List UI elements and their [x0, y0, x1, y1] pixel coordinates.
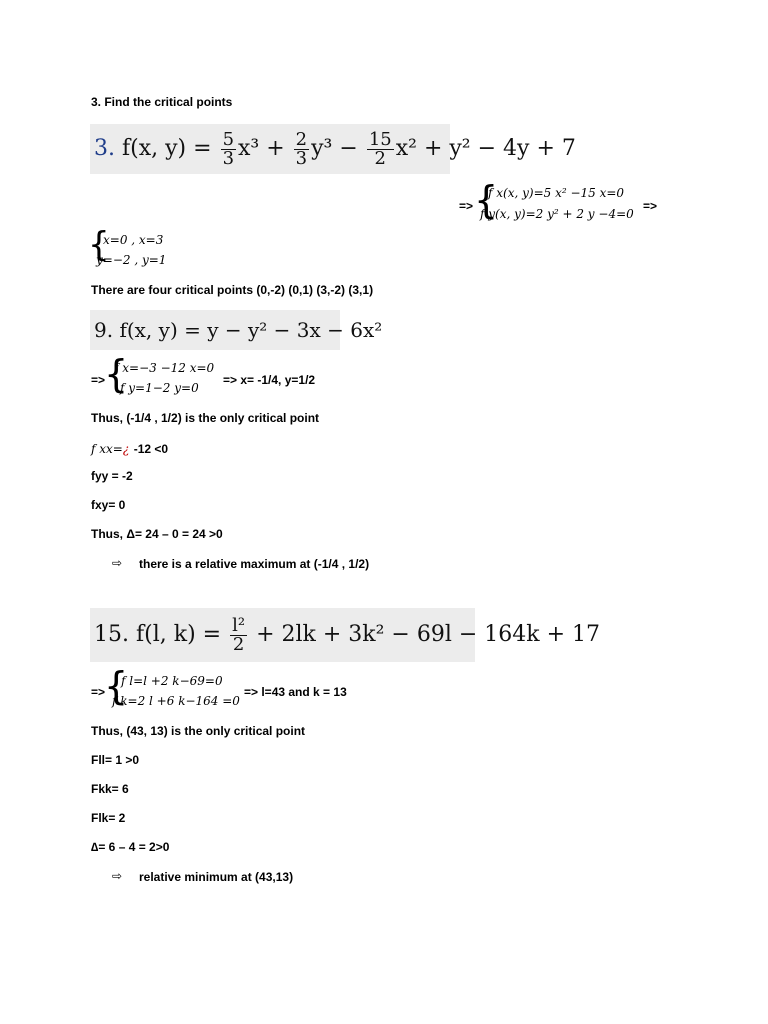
problem-15-only-point: Thus, (43, 13) is the only critical point [91, 724, 306, 738]
problem-15-lhs: f(l, k) = [136, 622, 222, 647]
problem-3-number: 3. [94, 136, 115, 161]
problem-9-conclusion: there is a relative maximum at (-1/4 , 1/2) [139, 557, 370, 571]
problem-15-number: 15. [94, 622, 129, 647]
arrow-bullet-icon: ⇨ [112, 556, 123, 570]
problem-9-result: => x= -1/4, y=1/2 [223, 373, 316, 387]
problem-3-formula [90, 124, 576, 174]
problem-9-arrow: => [91, 373, 106, 387]
problem-3-solution-brace: { [88, 225, 110, 265]
problem-9-brace: { [104, 352, 129, 396]
problem-15-fll: Fll= 1 >0 [91, 753, 140, 767]
problem-3-arrow-left: => [459, 199, 474, 213]
problem-3-x-solutions: x=0 , x=3 [103, 233, 164, 247]
arrow-bullet-icon: ⇨ [112, 869, 123, 883]
problem-15-delta: ∆= 6 – 4 = 2>0 [91, 840, 170, 854]
problem-3-lhs: f(x, y) = [122, 136, 212, 161]
problem-3-brace: { [474, 178, 499, 222]
term-x3: x³ + [238, 136, 285, 161]
problem-15-formula [90, 608, 601, 662]
problem-15-fkk: Fkk= 6 [91, 782, 129, 796]
term-y3: y³ − [311, 136, 358, 161]
problem-9-formula: 9. f(x, y) = y − y² − 3x − 6x² [90, 310, 340, 350]
problem-15-conclusion: relative minimum at (43,13) [139, 870, 294, 884]
problem-9-fy-equation: f y=1−2 y=0 [120, 381, 199, 395]
fraction-5-3: $\frac{5}{3}$ [222, 128, 235, 169]
problem-15-brace: { [104, 664, 129, 708]
problem-3-y-solutions: y=−2 , y=1 [96, 253, 167, 267]
fxx-value: -12 <0 [133, 442, 169, 456]
problem-15-result: => l=43 and k = 13 [244, 685, 347, 699]
problem-15-fl-equation: f l=l +2 k−69=0 [121, 674, 223, 688]
problem-9-fxx [91, 440, 168, 458]
fraction-l2-2: $\frac{\text{l²}}{2}$ [232, 614, 246, 655]
problem-3-fx-equation: f x(x, y)=5 x² −15 x=0 [488, 186, 625, 200]
problem-9-fyy: fyy = -2 [91, 469, 133, 483]
term-rest: x² + y² − 4y + 7 [395, 136, 576, 161]
fxx-label: f xx= [91, 442, 123, 456]
problem-15-flk: Flk= 2 [91, 811, 126, 825]
problem-heading: 3. Find the critical points [91, 95, 233, 109]
problem-15-fk-equation: f k=2 l +6 k−164 =0 [112, 694, 240, 708]
fraction-15-2: $\frac{15}{2}$ [368, 128, 392, 169]
problem-3-fy-equation: f y(x, y)=2 y² + 2 y −4=0 [480, 207, 634, 221]
fraction-2-3: $\frac{2}{3}$ [295, 128, 308, 169]
problem-15-rest: + 2lk + 3k² − 69l − 164k + 17 [256, 622, 601, 647]
problem-9-fxy: fxy= 0 [91, 498, 126, 512]
fxx-glyph: ¿ [122, 442, 130, 456]
problem-15-arrow: => [91, 685, 106, 699]
problem-3-conclusion: There are four critical points (0,-2) (0,1) (3,-2) (3,1) [91, 283, 374, 297]
problem-3-arrow-right: => [643, 199, 658, 213]
problem-9-delta: Thus, Δ= 24 – 0 = 24 >0 [91, 527, 223, 541]
problem-9-only-point: Thus, (-1/4 , 1/2) is the only critical point [91, 411, 320, 425]
problem-9-fx-equation: f x=−3 −12 x=0 [114, 361, 215, 375]
